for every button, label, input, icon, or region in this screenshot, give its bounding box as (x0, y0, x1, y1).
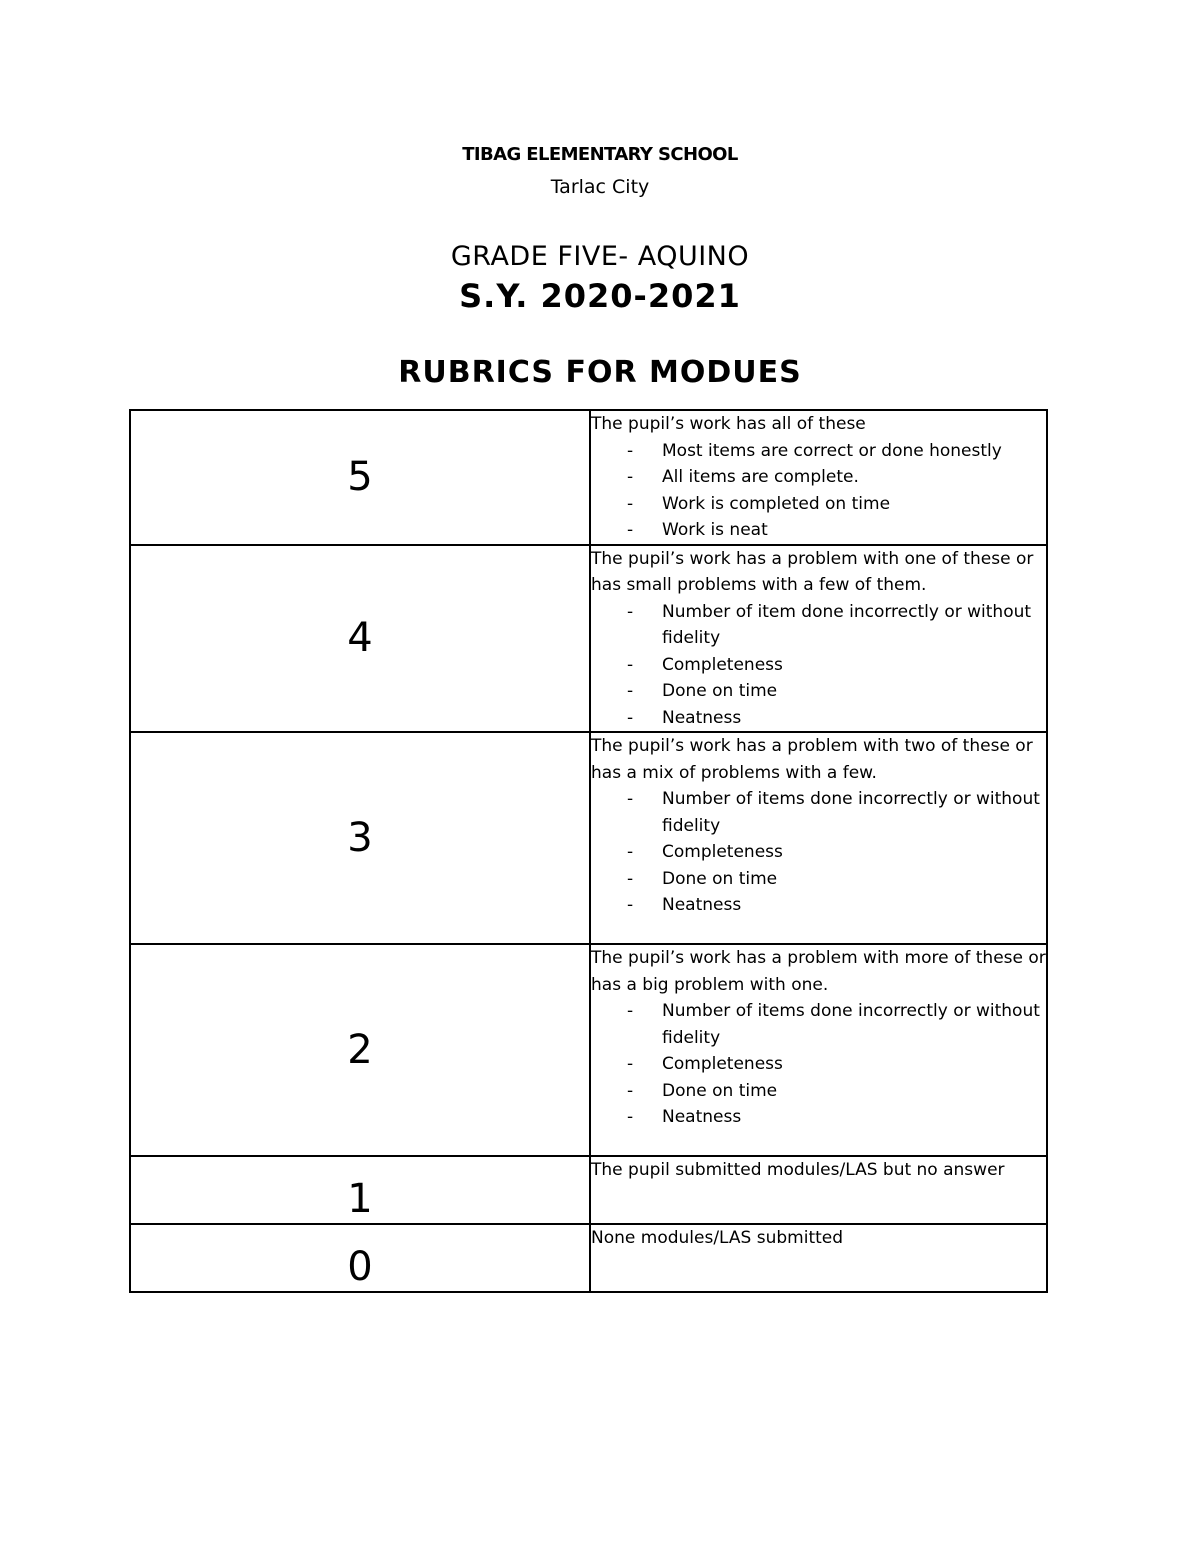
rubric-row-1 (130, 1156, 1047, 1224)
criteria-item: - Done on time (627, 868, 778, 889)
criteria-item: - Number of items done incorrectly or without fidelity (627, 1001, 1040, 1048)
school-name: TIBAG ELEMENTARY SCHOOL (462, 144, 738, 165)
rubric-row-0 (130, 1224, 1047, 1292)
description-cell (590, 410, 1047, 545)
rubric-table (129, 409, 1048, 1293)
criteria-item: - Done on time (627, 681, 778, 701)
criteria-item: - Number of items done incorrectly or without fidelity (627, 789, 1040, 836)
criteria-item: - Completeness (627, 654, 783, 675)
criteria-item: - Most items are correct or done honestly (627, 440, 1002, 461)
criteria-list (591, 438, 1046, 544)
criteria-item: - Work is neat (627, 520, 768, 540)
city-name: Tarlac City (550, 176, 650, 198)
description-cell (590, 545, 1047, 733)
rubric-title: RUBRICS FOR MODUES (398, 355, 802, 390)
description-intro: The pupil’s work has all of these (591, 414, 866, 434)
description-intro: The pupil submitted modules/LAS but no answer (591, 1160, 1005, 1180)
criteria-item: - Work is completed on time (627, 493, 891, 514)
criteria-item: - Neatness (627, 1107, 742, 1127)
rubric-row-2 (130, 944, 1047, 1156)
description-cell (590, 732, 1047, 944)
description-intro: The pupil’s work has a problem with two of these or has a mix of problems with a few. (591, 736, 1033, 783)
criteria-list (591, 599, 1046, 732)
description-intro: The pupil’s work has a problem with more of these or has a big problem with one. (591, 948, 1046, 995)
description-cell (590, 1156, 1047, 1224)
criteria-item: - All items are complete. (627, 467, 859, 487)
score-cell: 3 (130, 732, 590, 944)
score-cell: 2 (130, 944, 590, 1156)
score-cell: 0 (130, 1224, 590, 1292)
description-intro: The pupil’s work has a problem with one of these or has small problems with a few of them. (591, 548, 1034, 595)
school-year: S.Y. 2020-2021 (459, 277, 741, 315)
grade-section: GRADE FIVE- AQUINO (450, 241, 750, 272)
score-cell: 1 (130, 1156, 590, 1224)
criteria-item: - Neatness (627, 895, 742, 915)
rubric-row-4 (130, 545, 1047, 733)
rubric-row-3 (130, 732, 1047, 944)
rubric-row-5 (130, 410, 1047, 545)
criteria-item: - Number of item done incorrectly or without fidelity (627, 601, 1032, 648)
score-cell: 5 (130, 410, 590, 545)
criteria-item: - Neatness (627, 707, 742, 728)
criteria-list (591, 998, 1046, 1131)
criteria-item: - Completeness (627, 842, 783, 862)
criteria-item: - Done on time (627, 1080, 778, 1101)
criteria-list (591, 786, 1046, 919)
criteria-item: - Completeness (627, 1054, 783, 1074)
description-cell (590, 944, 1047, 1156)
description-intro: None modules/LAS submitted (591, 1228, 844, 1248)
score-cell: 4 (130, 545, 590, 733)
description-cell (590, 1224, 1047, 1292)
